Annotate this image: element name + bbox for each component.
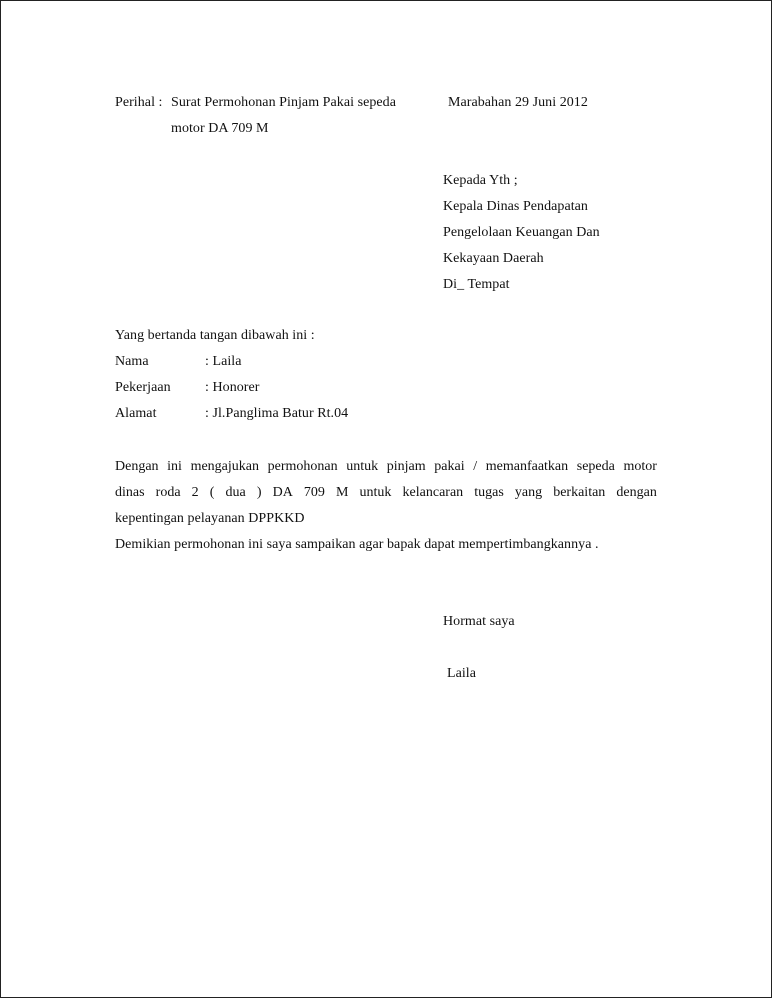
subject-line-1: Surat Permohonan Pinjam Pakai sepeda [171, 95, 396, 110]
word: kelancaran [402, 485, 464, 500]
word: M [336, 485, 349, 500]
word: ini [167, 459, 182, 474]
word: untuk [346, 459, 379, 474]
word: tugas [474, 485, 504, 500]
word: dua [225, 485, 246, 500]
word: pinjam [386, 459, 426, 474]
recipient-line-3: Pengelolaan Keuangan Dan [443, 225, 600, 240]
word: memanfaatkan [485, 459, 569, 474]
word: roda [155, 485, 181, 500]
word: sepeda [576, 459, 615, 474]
subject-label: Perihal : [115, 95, 163, 110]
identity-value-name: : Laila [205, 354, 242, 369]
word: dinas [115, 485, 145, 500]
identity-value-address: : Jl.Panglima Batur Rt.04 [205, 406, 349, 421]
recipient-line-4: Kekayaan Daerah [443, 251, 544, 266]
word: ( [209, 485, 215, 500]
body-paragraph-line-1 [115, 458, 657, 476]
identity-intro: Yang bertanda tangan dibawah ini : [115, 328, 315, 343]
word: ) [256, 485, 262, 500]
word: dengan [616, 485, 657, 500]
word: 2 [191, 485, 199, 500]
word: untuk [359, 485, 392, 500]
word: permohonan [267, 459, 338, 474]
word: / [473, 459, 478, 474]
word: DA [272, 485, 293, 500]
word: pakai [434, 459, 465, 474]
identity-label-address: Alamat [115, 406, 157, 421]
recipient-line-2: Kepala Dinas Pendapatan [443, 199, 588, 214]
word: mengajukan [190, 459, 259, 474]
body-paragraph-line-3: kepentingan pelayanan DPPKKD [115, 511, 305, 526]
recipient-line-1: Kepada Yth ; [443, 173, 518, 188]
word: yang [514, 485, 543, 500]
word: Dengan [115, 459, 159, 474]
word: motor [623, 459, 657, 474]
identity-label-name: Nama [115, 354, 149, 369]
place-date: Marabahan 29 Juni 2012 [448, 95, 588, 110]
regards: Hormat saya [443, 614, 515, 629]
subject-line-2: motor DA 709 M [171, 121, 269, 136]
body-paragraph-line-2 [115, 484, 657, 502]
recipient-line-5: Di_ Tempat [443, 277, 510, 292]
word: berkaitan [553, 485, 606, 500]
word: 709 [303, 485, 325, 500]
signer-name: Laila [447, 666, 477, 681]
identity-label-occupation: Pekerjaan [115, 380, 171, 395]
closing-sentence: Demikian permohonan ini saya sampaikan agar bapak dapat mempertimbangkannya . [115, 537, 599, 552]
identity-value-occupation: : Honorer [205, 380, 260, 395]
